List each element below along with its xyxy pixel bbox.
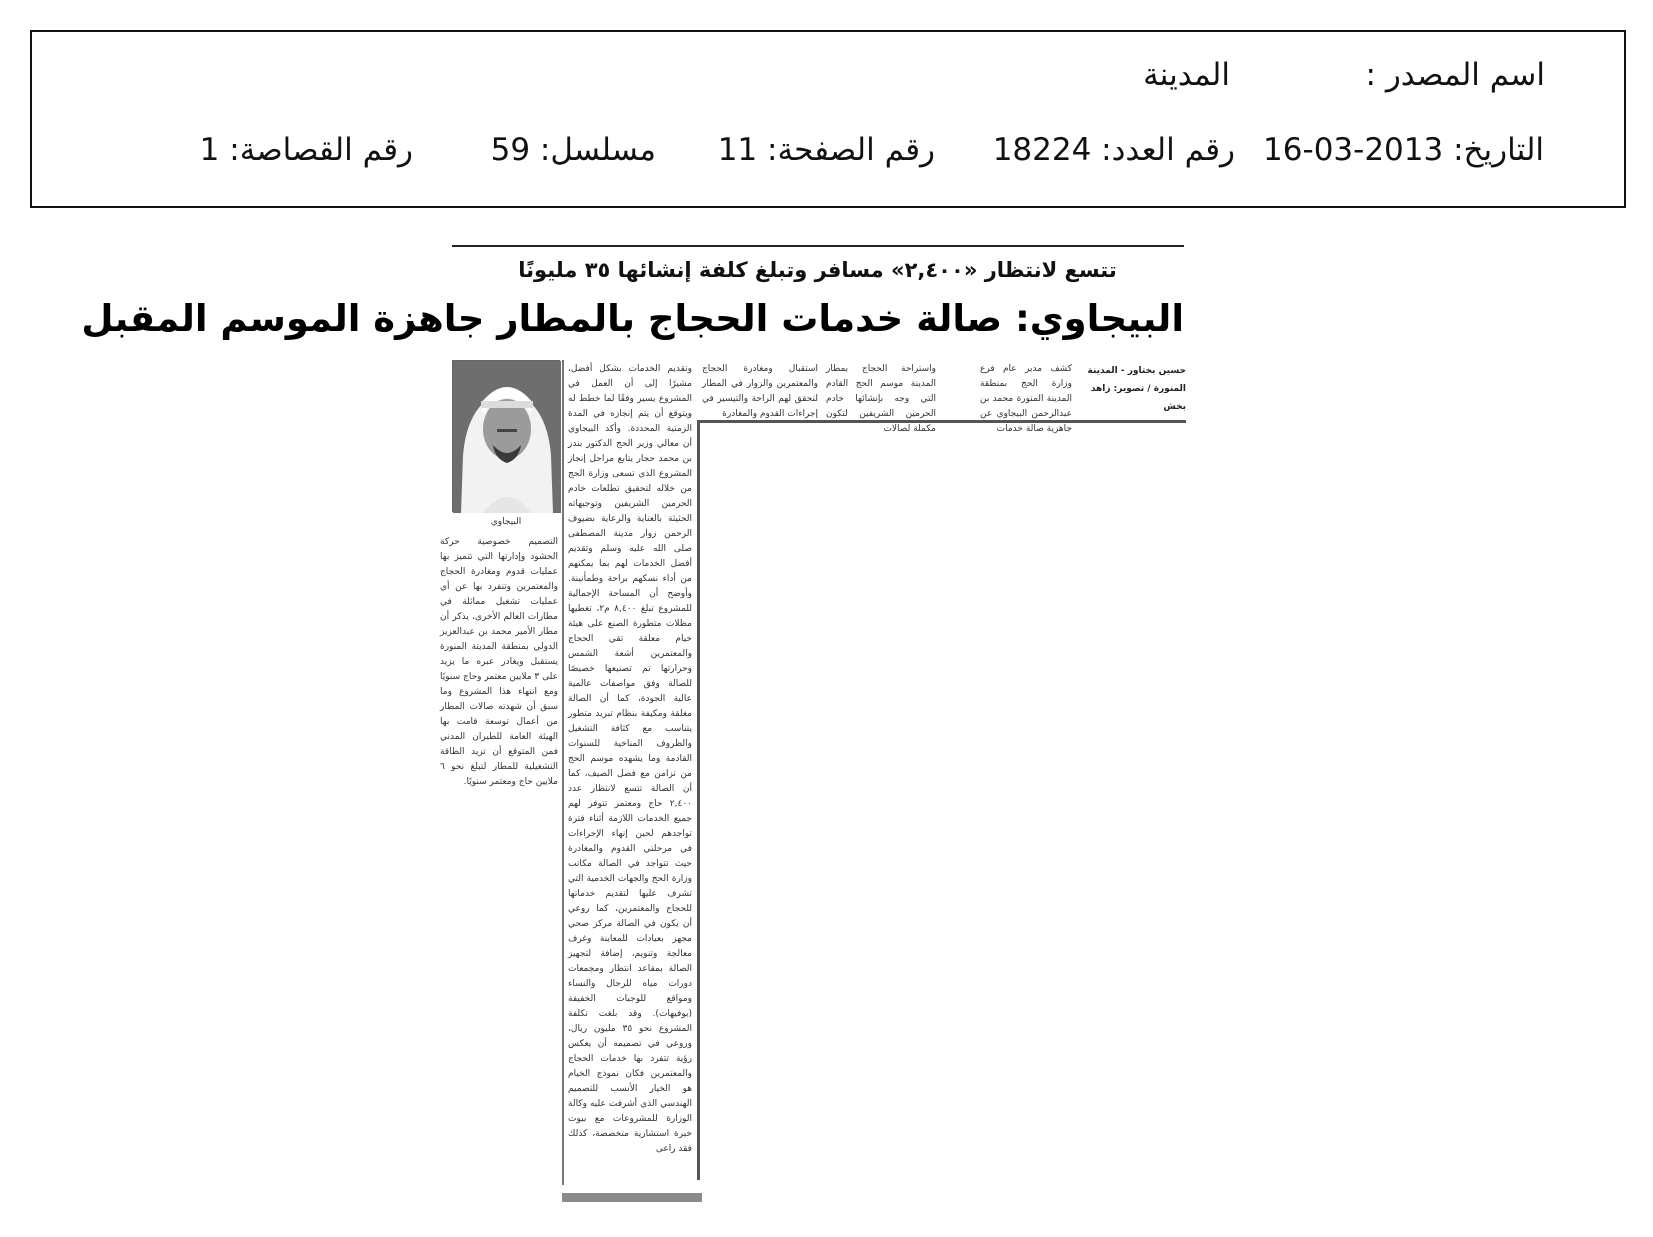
article-column-3: استقبال ومغادرة الحجاج والمعتمرين والزوار في المطار لتحقق لهم الراحة والتيسير في إجراءات القدوم والمغادرة bbox=[702, 364, 818, 419]
source-label: اسم المصدر : bbox=[1365, 57, 1545, 93]
source-value: المدينة bbox=[1143, 57, 1230, 93]
portrait-illustration bbox=[453, 361, 561, 513]
page-number: رقم الصفحة: 11 bbox=[717, 132, 935, 168]
date-label: التاريخ: 2013-03-16 bbox=[1263, 132, 1544, 168]
photo-caption: البيجاوي bbox=[490, 517, 522, 527]
column-divider bbox=[562, 360, 564, 1185]
portrait-photo bbox=[452, 360, 560, 512]
column-block-rule bbox=[700, 420, 1186, 423]
clipping-number: رقم القصاصة: 1 bbox=[199, 132, 413, 168]
clipping-edge-rule bbox=[697, 420, 700, 1180]
clipping-bottom-bar bbox=[562, 1193, 702, 1202]
article-column-4: وتقديم الخدمات بشكل أفضل، مشيرًا إلى أن العمل في المشروع يسير وفقًا لما خطط له ويتوقع أن يتم إنجازه في المدة الزمنية المحددة. وأكد البيجاوي أن معالي وزير الحج الدكتور بندر بن محمد حجار يتابع مراحل إنجاز المشروع الذي تسعى وزارة الحج من خلاله لتحقيق تطلعات خادم الحرمين الشريفين وتوجيهاته الحثيثة بالعناية والرعاية بضيوف الرحمن زوار مدينة المصطفى صلى الله عليه وسلم وتقديم أفضل الخدمات لهم بما يمكنهم من أداء نسكهم براحة وطمأنينة. وأوضح أن المساحة الإجمالية للمشروع تبلغ ٨,٤٠٠ م٢، تغطيها مظلات متطورة الصنع على هيئة خيام معلقة تقي الحجاج والمعتمرين أشعة الشمس وحرارتها تم تصنيعها خصيصًا للصالة وفق مواصفات عالمية عالية الجودة، كما أن الصالة مغلقة ومكيفة بنظام تبريد متطور يتناسب مع كثافة التشغيل والظروف المناخية للسنوات القادمة وما يشهده موسم الحج من تزامن مع فصل الصيف، كما أن الصالة تتسع لانتظار عدد ٢,٤٠٠ حاج ومعتمر تتوفر لهم جميع الخدمات اللازمة أثناء فترة تواجدهم لحين إنهاء الإجراءات في مرحلتي القدوم والمغادرة حيث تتواجد في الصالة مكاتب وزارة الحج والجهات الخدمية التي تشرف عليها لتقديم خدماتها للحجاج والمعتمرين، كما روعي أن يكون في الصالة مركز صحي مجهز بعيادات للمعاينة وغرف معالجة وتنويم، إضافة لتجهيز الصالة بمقاعد انتظار ومجمعات دورات مياه للرجال والنساء ومواقع للوجبات الخفيفة (بوفيهات). وقد بلغت تكلفة المشروع نحو ٣٥ مليون ريال، وروعي في تصميمه أن يعكس رؤية تتفرد بها خدمات الحجاج والمعتمرين فكان نموذج الخيام هو الخيار الأنسب للتصميم الهندسي الذي أشرفت عليه وكالة الوزارة للمشروعات مع بيوت خبرة استشارية متخصصة، كذلك فقد راعى bbox=[568, 364, 692, 1154]
article-column-2: واستراحة الحجاج بمطار المدينة موسم الحج القادم التي وجه بإنشائها خادم الحرمين الشريفين لتكون مكملة لصالات bbox=[826, 364, 936, 434]
article-column-1: كشف مدير عام فرع وزارة الحج بمنطقة المدينة المنورة محمد بن عبدالرحمن البيجاوي عن جاهزية صالة خدمات bbox=[980, 364, 1072, 434]
article-headline: البيجاوي: صالة خدمات الحجاج بالمطار جاهزة الموسم المقبل bbox=[81, 297, 1184, 340]
byline-line-1: حسين بختاور - المدينة bbox=[1087, 366, 1186, 376]
article-kicker: تتسع لانتظار «٢,٤٠٠» مسافر وتبلغ كلفة إنشائها ٣٥ مليونًا bbox=[518, 258, 1117, 282]
issue-number: رقم العدد: 18224 bbox=[992, 132, 1235, 168]
clipping-top-rule bbox=[452, 245, 1184, 247]
article-column-5: التصميم خصوصية حركة الحشود وإدارتها التي تتميز بها عمليات قدوم ومغادرة الحجاج والمعتمرين وتنفرد بها عن أي عمليات تشغيل مماثلة في مطارات العالم الأخرى، يذكر أن مطار الأمير محمد بن عبدالعزيز الدولي بمنطقة المدينة المنورة يستقبل ويغادر عبره ما يزيد على ٣ ملايين معتمر وحاج سنويًا ومع انتهاء هذا المشروع وما سبق أن شهدته صالات المطار من أعمال توسعة قامت بها الهيئة العامة للطيران المدني فمن المتوقع أن تزيد الطاقة التشغيلية للمطار لتبلغ نحو ٦ ملايين حاج ومعتمر سنويًا. bbox=[440, 537, 558, 787]
article-byline bbox=[1078, 362, 1186, 412]
byline-line-2: المنورة / تصوير: زاهد بخش bbox=[1090, 384, 1186, 412]
serial-number: مسلسل: 59 bbox=[490, 132, 656, 168]
